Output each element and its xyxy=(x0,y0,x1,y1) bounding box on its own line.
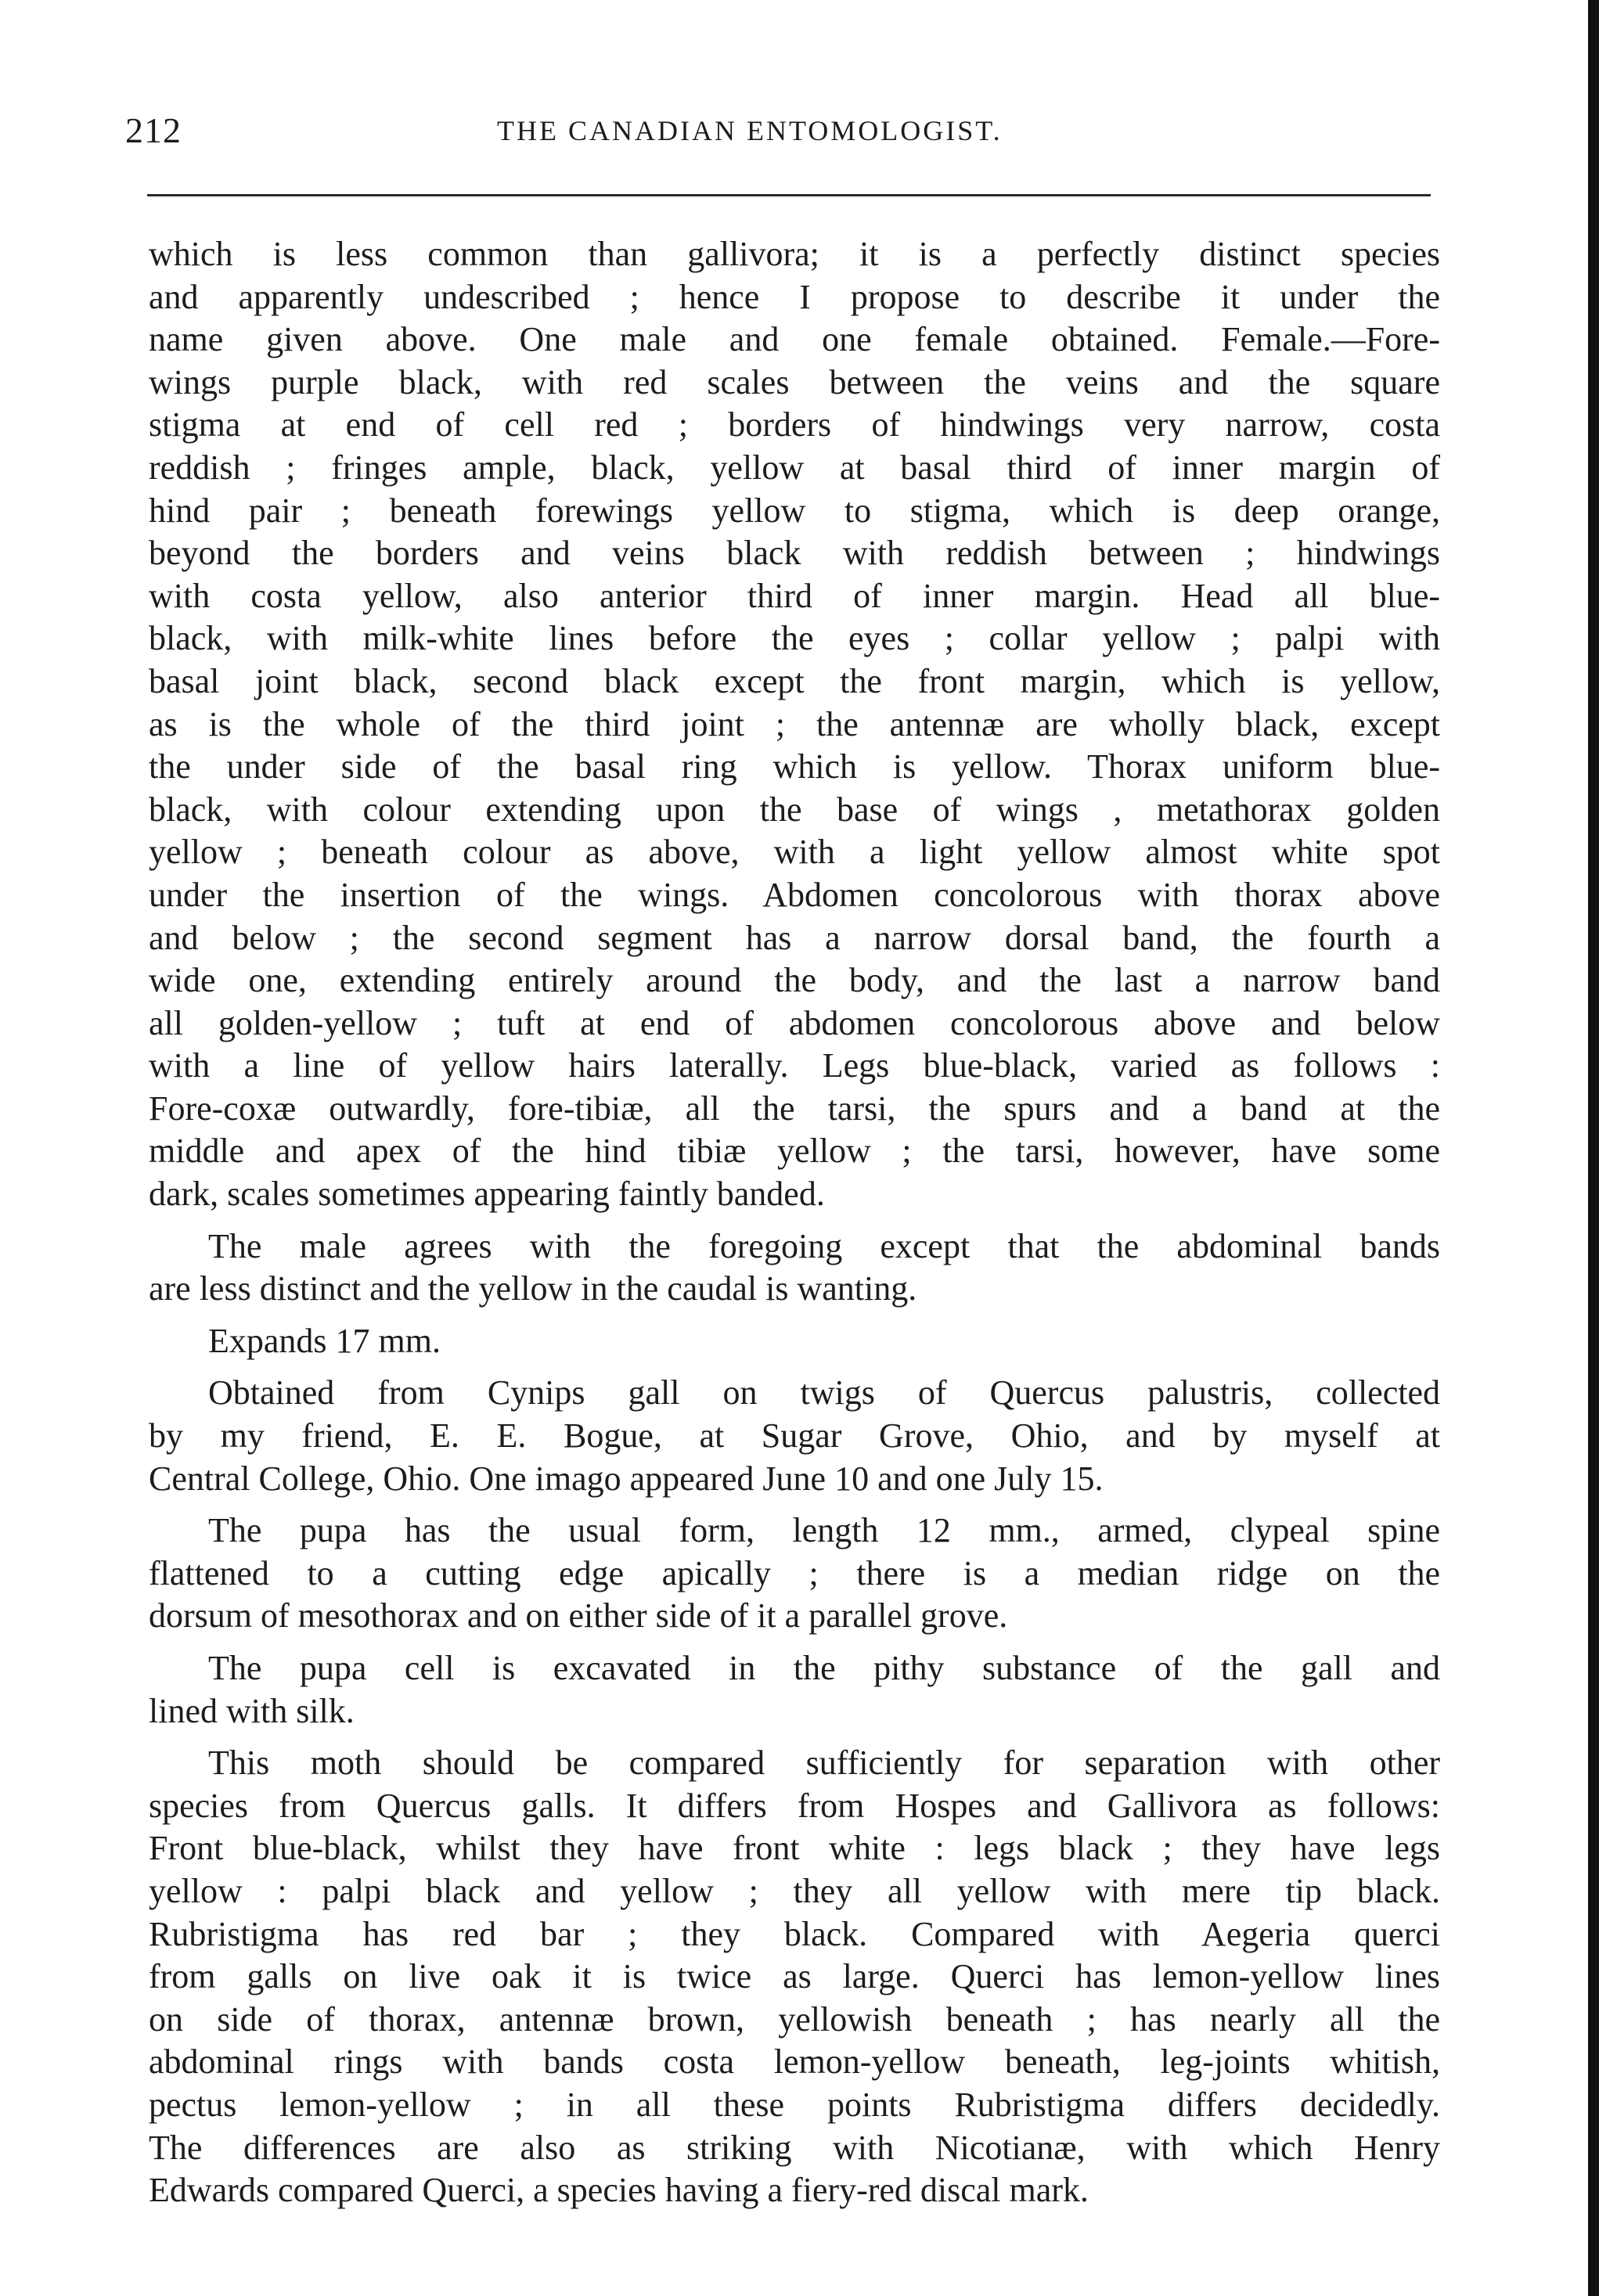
running-head xyxy=(125,110,1440,157)
text-line: as is the whole of the third joint ; the antennæ are wholly black, except xyxy=(149,704,1440,743)
text-line: wings purple black, with red scales between the veins and the square xyxy=(149,362,1440,401)
text-line: stigma at end of cell red ; borders of hindwings very narrow, costa xyxy=(149,405,1440,444)
text-line: and below ; the second segment has a narrow dorsal band, the fourth a xyxy=(149,918,1440,957)
text-line: Central College, Ohio. One imago appeared June 10 and one July 15. xyxy=(149,1459,1104,1498)
text-line: The pupa has the usual form, length 12 mm., armed, clypeal spine xyxy=(208,1511,1440,1550)
text-line: from galls on live oak it is twice as large. Querci has lemon-yellow lines xyxy=(149,1957,1440,1996)
text-line: pectus lemon-yellow ; in all these points Rubristigma differs decidedly. xyxy=(149,2085,1440,2124)
text-line: on side of thorax, antennæ brown, yellowish beneath ; has nearly all the xyxy=(149,1999,1440,2039)
text-line: The differences are also as striking with Nicotianæ, with which Henry xyxy=(149,2128,1440,2167)
text-line: Rubristigma has red bar ; they black. Compared with Aegeria querci xyxy=(149,1914,1440,1953)
paragraph-origin xyxy=(149,1372,1440,1500)
text-line: hind pair ; beneath forewings yellow to stigma, which is deep orange, xyxy=(149,491,1440,530)
paragraph-pupa xyxy=(149,1510,1440,1638)
paragraph-expanse xyxy=(149,1320,1440,1363)
text-line: are less distinct and the yellow in the caudal is wanting. xyxy=(149,1269,917,1308)
text-line: Expands 17 mm. xyxy=(208,1321,441,1360)
paragraph-pupa-cell xyxy=(149,1647,1440,1733)
text-line: by my friend, E. E. Bogue, at Sugar Grove, Ohio, and by myself at xyxy=(149,1416,1440,1456)
text-line: name given above. One male and one female obtained. Female.—Fore- xyxy=(149,320,1440,359)
text-line: wide one, extending entirely around the body, and the last a narrow band xyxy=(149,961,1440,1000)
text-line: lined with silk. xyxy=(149,1691,355,1730)
page-edge-shadow xyxy=(1588,0,1599,2296)
text-line: with a line of yellow hairs laterally. Legs blue-black, varied as follows : xyxy=(149,1046,1440,1085)
text-line: middle and apex of the hind tibiæ yellow ; the tarsi, however, have some xyxy=(149,1132,1440,1171)
text-line: The male agrees with the foregoing except that the abdominal bands xyxy=(208,1226,1440,1265)
text-line: dark, scales sometimes appearing faintly banded. xyxy=(149,1175,825,1214)
text-line: flattened to a cutting edge apically ; there is a median ridge on the xyxy=(149,1553,1440,1592)
text-line: the under side of the basal ring which is yellow. Thorax uniform blue- xyxy=(149,747,1440,786)
text-line: black, with colour extending upon the base of wings , metathorax golden xyxy=(149,790,1440,829)
text-line: basal joint black, second black except the front margin, which is yellow, xyxy=(149,661,1440,700)
article-body xyxy=(149,233,1440,2212)
text-line: Edwards compared Querci, a species having a fiery-red discal mark. xyxy=(149,2171,1089,2210)
text-line: beyond the borders and veins black with reddish between ; hindwings xyxy=(149,534,1440,573)
paragraph-male xyxy=(149,1225,1440,1311)
header-rule xyxy=(147,194,1431,196)
text-line: reddish ; fringes ample, black, yellow at basal third of inner margin of xyxy=(149,448,1440,487)
text-line: Fore-coxæ outwardly, fore-tibiæ, all the tarsi, the spurs and a band at the xyxy=(149,1089,1440,1128)
text-line: with costa yellow, also anterior third of inner margin. Head all blue- xyxy=(149,576,1440,615)
paragraph-description-female xyxy=(149,233,1440,1216)
text-line: species from Quercus galls. It differs from Hospes and Gallivora as follows: xyxy=(149,1786,1440,1825)
text-line: dorsum of mesothorax and on either side of it a parallel grove. xyxy=(149,1596,1008,1636)
text-line: under the insertion of the wings. Abdomen concolorous with thorax above xyxy=(149,875,1440,914)
text-line: and apparently undescribed ; hence I propose to describe it under the xyxy=(149,277,1440,316)
text-line: black, with milk-white lines before the eyes ; collar yellow ; palpi with xyxy=(149,619,1440,658)
text-line: Obtained from Cynips gall on twigs of Quercus palustris, collected xyxy=(208,1373,1440,1413)
text-line: all golden-yellow ; tuft at end of abdomen concolorous above and below xyxy=(149,1003,1440,1042)
journal-title: THE CANADIAN ENTOMOLOGIST. xyxy=(497,115,1003,146)
text-line: yellow : palpi black and yellow ; they all yellow with mere tip black. xyxy=(149,1871,1440,1910)
page-number: 212 xyxy=(125,110,182,150)
text-line: abdominal rings with bands costa lemon-yellow beneath, leg-joints whitish, xyxy=(149,2042,1440,2082)
text-line: Front blue-black, whilst they have front white : legs black ; they have legs xyxy=(149,1829,1440,1868)
text-line: yellow ; beneath colour as above, with a light yellow almost white spot xyxy=(149,833,1440,872)
text-line: The pupa cell is excavated in the pithy substance of the gall and xyxy=(208,1649,1440,1687)
text-line: which is less common than gallivora; it is a perfectly distinct species xyxy=(149,235,1440,273)
paragraph-comparison xyxy=(149,1742,1440,2212)
text-line: This moth should be compared sufficiently for separation with other xyxy=(208,1744,1440,1783)
